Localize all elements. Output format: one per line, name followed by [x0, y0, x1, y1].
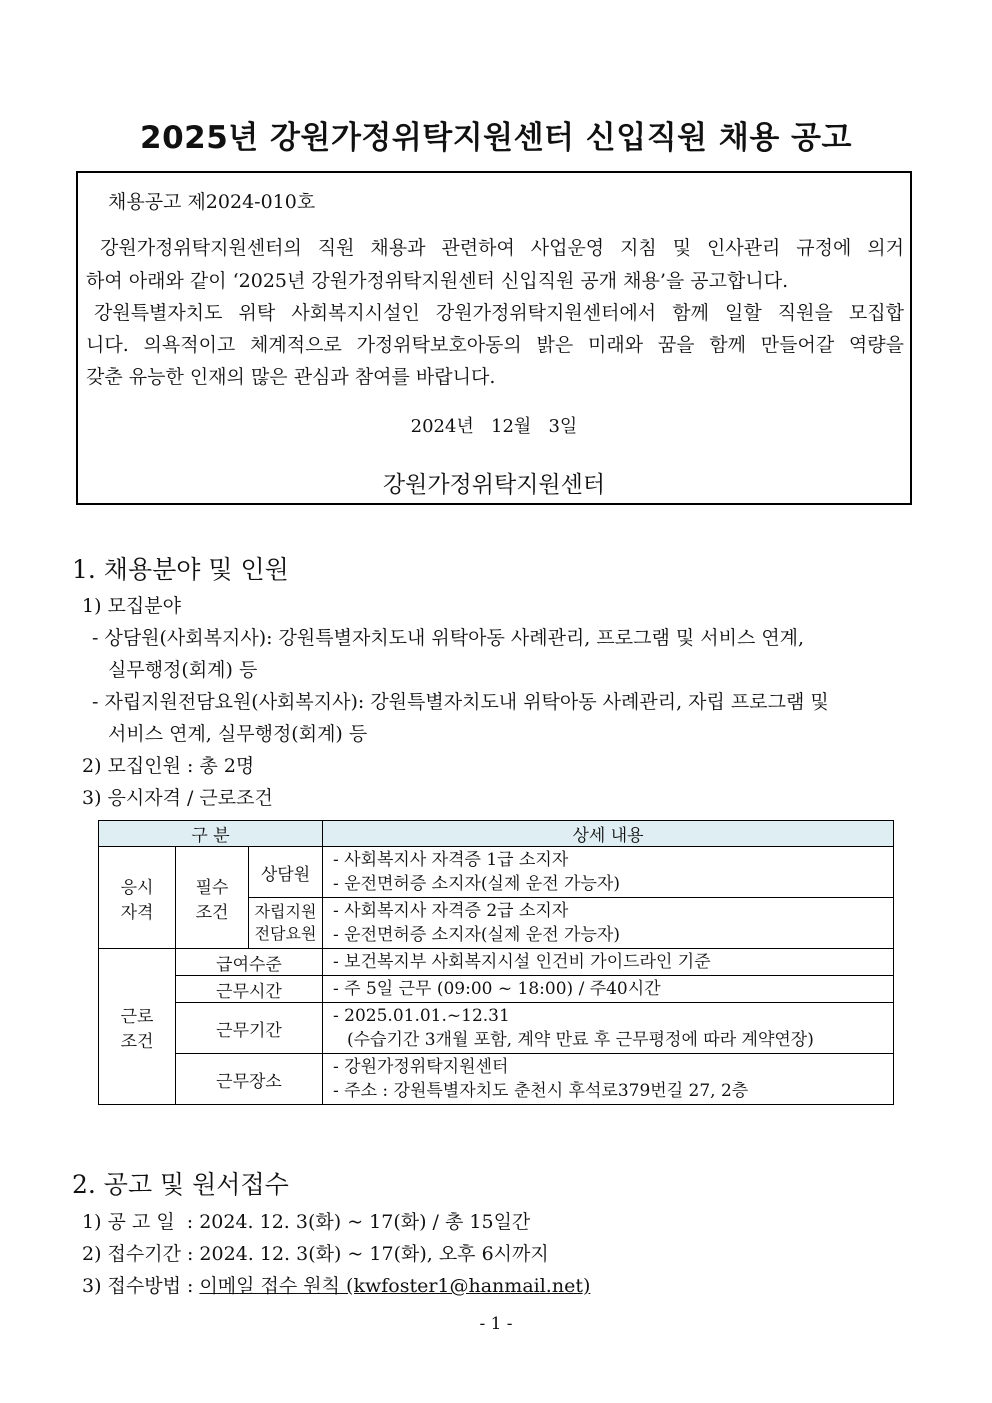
announcement-period: 1) 공 고 일 : 2024. 12. 3(화) ~ 17(화) / 총 15일간: [82, 1211, 531, 1233]
table-row: [99, 1054, 894, 1105]
place-label: 근무장소: [176, 1054, 323, 1105]
notice-number: 채용공고 제2024-010호: [108, 191, 316, 213]
application-period: 2) 접수기간 : 2024. 12. 3(화) ~ 17(화), 오후 6시까지: [82, 1243, 549, 1265]
notice-box: [76, 171, 912, 505]
hours-detail: - 주 5일 근무 (09:00 ~ 18:00) / 주40시간: [323, 976, 894, 1003]
salary-label: 급여수준: [176, 949, 323, 976]
detail-line: (수습기간 3개월 포함, 계약 만료 후 근무평정에 따라 계약연장): [347, 1030, 814, 1050]
detail-line: - 운전면허증 소지자(실제 운전 가능자): [333, 925, 620, 945]
detail-line: - 사회복지사 자격증 2급 소지자: [333, 901, 569, 921]
section-2-heading: 2. 공고 및 원서접수: [72, 1170, 289, 1199]
group-qualification: 응시 자격: [99, 847, 176, 949]
role-counselor-detail: [323, 847, 894, 898]
detail-line: - 운전면허증 소지자(실제 운전 가능자): [333, 874, 620, 894]
field-independence-line-1: - 자립지원전담요원(사회복지사): 강원특별자치도내 위탁아동 사례관리, 자립 프로그램 및: [92, 691, 829, 713]
email-link[interactable]: 이메일 접수 원칙 (kwfoster1@hanmail.net): [199, 1275, 591, 1297]
period-label: 근무기간: [176, 1003, 323, 1054]
table-header-row: [99, 821, 894, 847]
notice-paragraph-2-line-1: 강원특별자치도 위탁 사회복지시설인 강원가정위탁지원센터에서 함께 일할 직원을 모집합: [94, 302, 904, 324]
section-1-heading: 1. 채용분야 및 인원: [72, 555, 289, 584]
application-method: [82, 1271, 590, 1298]
role-counselor: 상담원: [249, 847, 323, 898]
notice-paragraph-1-line-1: 강원가정위탁지원센터의 직원 채용과 관련하여 사업운영 지침 및 인사관리 규정에 의거: [100, 237, 904, 259]
conditions-table: [98, 820, 894, 1105]
detail-line: - 2025.01.01.~12.31: [333, 1006, 510, 1026]
header-detail: 상세 내용: [323, 821, 894, 847]
subgroup-required: 필수 조건: [176, 847, 249, 949]
header-category: 구 분: [99, 821, 323, 847]
notice-paragraph-1-line-2: 하여 아래와 같이 ‘2025년 강원가정위탁지원센터 신입직원 공개 채용’을 공고합니다.: [86, 270, 789, 292]
place-detail: [323, 1054, 894, 1105]
application-method-label: 3) 접수방법 :: [82, 1275, 200, 1297]
detail-line: - 주소 : 강원특별자치도 춘천시 후석로379번길 27, 2층: [333, 1081, 749, 1101]
role-independence-detail: [323, 898, 894, 949]
page-title: 2025년 강원가정위탁지원센터 신입직원 채용 공고: [140, 120, 852, 156]
recruit-count: 2) 모집인원 : 총 2명: [82, 755, 255, 777]
group-working-conditions: 근로 조건: [99, 949, 176, 1105]
detail-line: - 강원가정위탁지원센터: [333, 1057, 509, 1077]
field-counselor-line-1: - 상담원(사회복지사): 강원특별자치도내 위탁아동 사례관리, 프로그램 및 서비스 연계,: [92, 627, 805, 649]
qualification-label: 3) 응시자격 / 근로조건: [82, 787, 273, 809]
field-independence-line-2: 서비스 연계, 실무행정(회계) 등: [108, 723, 368, 745]
role-independence: 자립지원 전담요원: [249, 898, 323, 949]
notice-date: 2024년 12월 3일: [410, 416, 578, 437]
field-counselor-line-2: 실무행정(회계) 등: [108, 659, 258, 681]
notice-paragraph-2-line-3: 갖춘 유능한 인재의 많은 관심과 참여를 바랍니다.: [86, 366, 496, 388]
recruit-field-label: 1) 모집분야: [82, 595, 181, 617]
table-row: [99, 1003, 894, 1054]
table-row: [99, 976, 894, 1003]
detail-line: - 사회복지사 자격증 1급 소지자: [333, 850, 569, 870]
table-row: [99, 949, 894, 976]
notice-organization: 강원가정위탁지원센터: [382, 472, 606, 498]
notice-paragraph-2-line-2: 니다. 의욕적이고 체계적으로 가정위탁보호아동의 밝은 미래와 꿈을 함께 만들어갈 역량을: [86, 334, 904, 356]
page-number: - 1 -: [479, 1314, 513, 1334]
table-row: [99, 847, 894, 898]
salary-detail: - 보건복지부 사회복지시설 인건비 가이드라인 기준: [323, 949, 894, 976]
period-detail: [323, 1003, 894, 1054]
hours-label: 근무시간: [176, 976, 323, 1003]
